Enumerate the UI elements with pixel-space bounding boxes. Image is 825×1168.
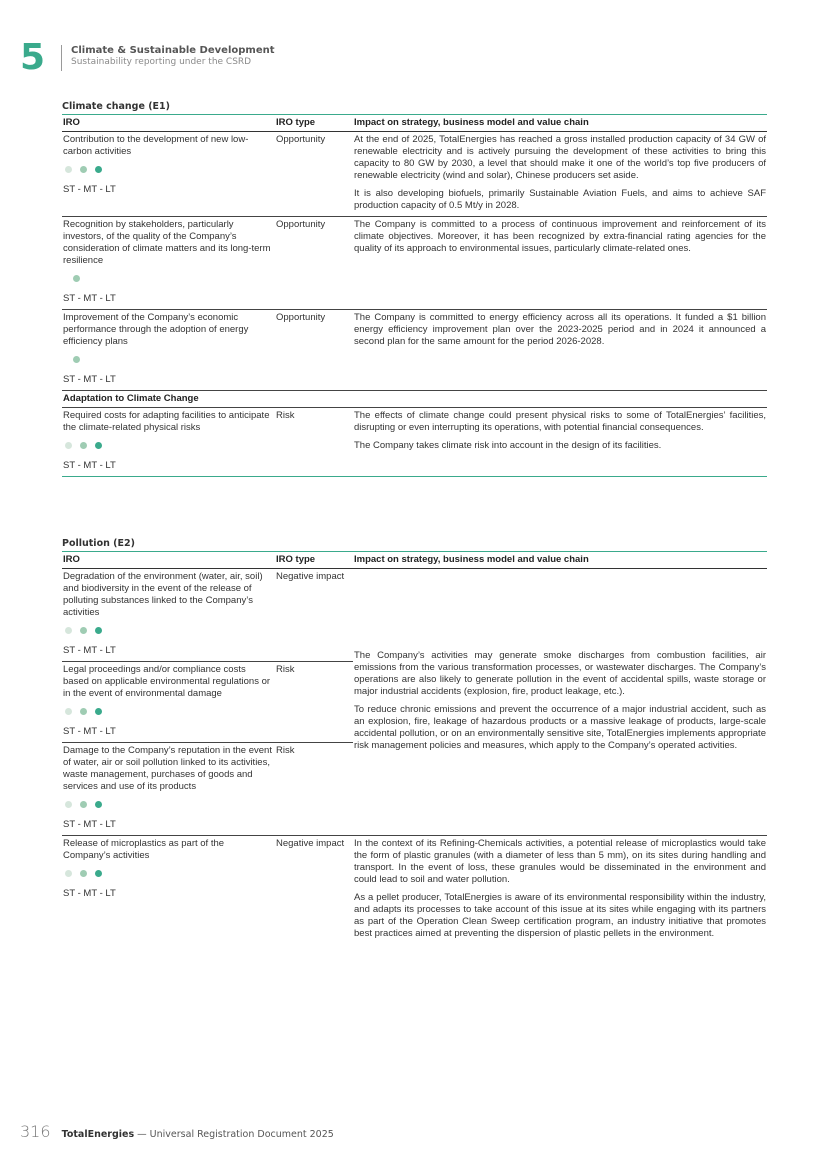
climate-section [62,100,767,477]
iro-type-cell: Negative impact [275,836,353,945]
iro-text: Improvement of the Company’s economic performance through the adoption of energy efficiency plans [63,312,249,347]
iro-cell [62,408,275,477]
col-impact: Impact on strategy, business model and value chain [353,115,767,132]
pollution-table [62,551,767,944]
impact-paragraph: In the context of its Refining-Chemicals activities, a potential release of microplastics would take the form of plastic granules (with a diameter of less than 5 mm), on its sites during handling and transport. In the event of loss, these granules would be disseminated in the environment and could lead to soil and water pollution. [354,838,766,885]
impact-paragraph: As a pellet producer, TotalEnergies is aware of its environmental responsibility within the industry, and adapts its processes to take account of this issue at its sites while engaging with its partners as part of the Operation Clean Sweep certification program, an industry initiative that promotes best practices aimed at preventing the dispersion of plastic pellets in the environment. [354,892,766,939]
time-horizon: ST - MT - LT [63,888,116,899]
horizon-dots [65,442,274,452]
impact-paragraph: At the end of 2025, TotalEnergies has reached a gross installed production capacity of 34 GW of renewable electricity and is actively pursuing the development of these activities to bring this capacity to 80 GW by 2030, a level that should make it one of the world’s top five producers of renewable electricity (wind and solar), Chinese producers set aside. [354,134,766,181]
section-title: Pollution (E2) [62,538,135,549]
dot-icon [65,870,72,877]
brand-name: TotalEnergies [61,1129,135,1140]
impact-cell [353,836,767,945]
document-title: — Universal Registration Document 2025 [134,1129,334,1140]
climate-table [62,114,767,477]
impact-paragraph: The Company is committed to energy efficiency across all its operations. It funded a $1 billion energy efficiency improvement plan over the 2023-2025 period and in 2024 it announced a second plan for the same amount for the period 2026-2028. [354,312,766,347]
dot-icon [95,870,102,877]
iro-cell [62,569,275,662]
iro-type-cell: Negative impact [275,569,353,662]
dot-icon [65,442,72,449]
dot-icon [95,627,102,634]
dot-icon [80,801,87,808]
horizon-dots [65,627,274,637]
col-iro-type: IRO type [275,115,353,132]
iro-text: Legal proceedings and/or compliance costs based on applicable environmental regulations or in the event of environmental damage [63,664,271,699]
dot-icon [73,356,80,363]
dot-icon [80,627,87,634]
dot-icon [65,801,72,808]
dot-icon [65,166,72,173]
dot-icon [65,708,72,715]
iro-cell [62,743,275,836]
impact-cell [353,310,767,391]
impact-paragraph: To reduce chronic emissions and prevent the occurrence of a major industrial accident, such as an explosion, fire, leakage of hazardous products or a massive leakage of products, large-scale accidental pollution, or on an environmentally sensitive site, TotalEnergies implements appropriate risk management policies and measures, which apply to the Company’s operated activities. [354,704,766,751]
iro-text: Release of microplastics as part of the Company’s activities [63,838,225,861]
impact-paragraph: The Company’s activities may generate smoke discharges from combustion facilities, air emissions from the various transformation processes, or wastewater discharges. The Company’s operations are also likely to generate pollution in the event of accidental spills, waste storage or major industrial accidents (explosion, fire, product leakage, etc.). [354,650,766,697]
table-row [62,569,767,662]
dot-icon [80,708,87,715]
impact-paragraph: The Company takes climate risk into account in the design of its facilities. [354,440,662,451]
time-horizon: ST - MT - LT [63,645,116,656]
dot-icon [73,275,80,282]
page-footer [20,1122,334,1141]
col-impact: Impact on strategy, business model and value chain [353,552,767,569]
iro-cell [62,132,275,217]
subsection-title: Adaptation to Climate Change [62,391,767,408]
chapter-number: 5 [20,37,46,78]
pollution-section [62,537,767,944]
impact-cell [353,132,767,217]
table-header-row [62,552,767,569]
iro-text: Damage to the Company’s reputation in the event of water, air or soil pollution linked to its activities, waste management, purchases of goods and services and use of its products [63,745,272,792]
shared-impact-cell [353,569,767,836]
iro-cell [62,310,275,391]
horizon-dots [65,166,274,176]
table-row [62,217,767,310]
horizon-dots [65,708,274,718]
iro-type-cell: Risk [275,408,353,477]
col-iro: IRO [62,115,275,132]
impact-paragraph: The Company is committed to a process of continuous improvement and reinforcement of its climate objectives. Moreover, it has been recognized by extra-financial rating agencies for the quality of its approach to environmental issues, particularly climate-related ones. [354,219,766,254]
horizon-dots [65,275,274,285]
time-horizon: ST - MT - LT [63,374,116,385]
horizon-dots [65,870,274,880]
table-header-row [62,115,767,132]
table-row [62,836,767,945]
dot-icon [65,627,72,634]
iro-type-cell: Opportunity [275,310,353,391]
table-row [62,408,767,477]
time-horizon: ST - MT - LT [63,293,116,304]
table-row [62,132,767,217]
iro-cell [62,217,275,310]
iro-type-cell: Opportunity [275,132,353,217]
time-horizon: ST - MT - LT [63,184,116,195]
iro-cell [62,836,275,945]
dot-icon [95,442,102,449]
impact-cell [353,217,767,310]
horizon-dots [65,801,274,811]
iro-text: Recognition by stakeholders, particularly investors, of the quality of the Company’s consideration of climate matters and its long-term resilience [63,219,271,266]
chapter-subtitle: Sustainability reporting under the CSRD [71,57,252,67]
iro-cell [62,662,275,743]
time-horizon: ST - MT - LT [63,819,116,830]
horizon-dots [65,356,274,366]
section-title: Climate change (E1) [62,101,170,112]
iro-type-cell: Risk [275,743,353,836]
impact-paragraph: The effects of climate change could present physical risks to some of TotalEnergies’ facilities, disrupting or even interrupting its operations, with potential financial consequences. [354,410,766,433]
iro-text: Required costs for adapting facilities to anticipate the climate-related physical risks [63,410,270,433]
chapter-divider [61,45,62,71]
impact-cell [353,408,767,477]
chapter-title: Climate & Sustainable Development [71,45,275,56]
col-iro-type: IRO type [275,552,353,569]
iro-text: Degradation of the environment (water, air, soil) and biodiversity in the event of the release of polluting substances linked to the Company’s activities [63,571,263,618]
subsection-row [62,391,767,408]
col-iro: IRO [62,552,275,569]
dot-icon [95,166,102,173]
dot-icon [80,442,87,449]
impact-paragraph: It is also developing biofuels, primarily Sustainable Aviation Fuels, and aims to achieve SAF production capacity of 0.5 Mt/y in 2028. [354,188,766,211]
time-horizon: ST - MT - LT [63,726,116,737]
dot-icon [80,870,87,877]
time-horizon: ST - MT - LT [63,460,116,471]
table-row [62,310,767,391]
iro-type-cell: Opportunity [275,217,353,310]
dot-icon [95,708,102,715]
iro-text: Contribution to the development of new low-carbon activities [63,134,249,157]
dot-icon [95,801,102,808]
page-number: 316 [20,1122,51,1141]
dot-icon [80,166,87,173]
iro-type-cell: Risk [275,662,353,743]
